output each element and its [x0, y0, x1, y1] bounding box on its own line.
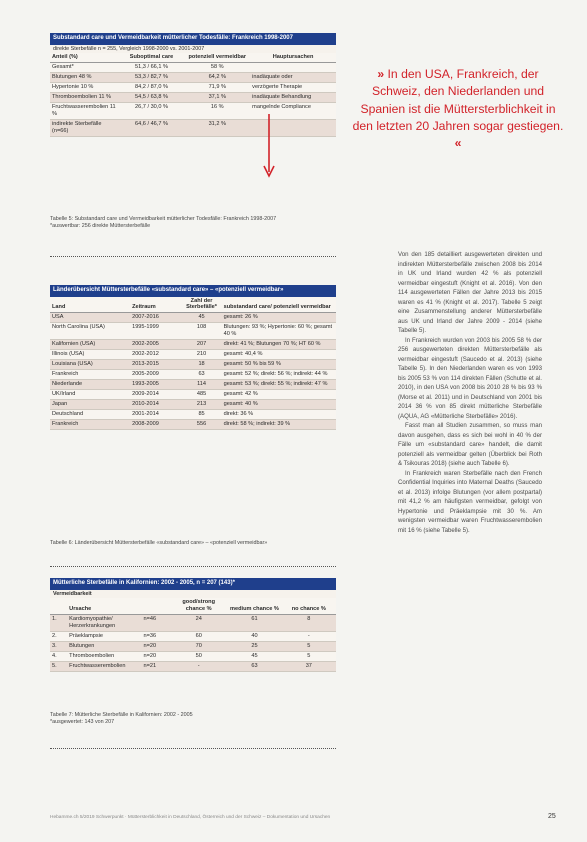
table-7-grid	[50, 598, 336, 672]
paragraph: Von den 185 detailliert ausgewerteten direkten und indirekten Müttersterbefälle zwischen 2008 bis 2014 in UK und Irland wurden 42 % als potenziell vermeidbar eingestuft (Knight et al. 2016). Von den 114 ausgewerteten Fällen der Jahre 2013 bis 2015 waren es 41 % (Knight et al. 2017). Tabelle 5 zeigt eine Zusammenstellung anderer Müttersterbefälle aus UK und Irland der Jahre 2009 - 2014 (siehe Tabelle 5).	[398, 251, 542, 334]
table-cell: Kalifornien (USA)	[50, 340, 130, 350]
table-cell: 556	[182, 420, 222, 430]
table-cell: Frankreich	[50, 420, 130, 430]
table-cell: 108	[182, 323, 222, 340]
table-cell: 63	[227, 662, 281, 672]
table-cell: Frankreich	[50, 370, 130, 380]
table-cell: 207	[182, 340, 222, 350]
table-cell: 31,2 %	[184, 120, 250, 137]
caption-text: Tabelle 7: Mütterliche Sterbefälle in Kalifornien: 2002 - 2005	[50, 712, 193, 718]
table-cell: 210	[182, 350, 222, 360]
table-row	[50, 420, 336, 430]
table-cell: 64,6 / 46,7 %	[119, 120, 185, 137]
table-cell: Deutschland	[50, 410, 130, 420]
table-cell: 2007-2016	[130, 313, 181, 323]
table-cell: North Carolina (USA)	[50, 323, 130, 340]
table-row	[50, 323, 336, 340]
table-5-grid	[50, 53, 336, 137]
table-row	[50, 615, 336, 632]
table-5	[50, 33, 336, 137]
table-row	[50, 662, 336, 672]
table-5-subtitle: direkte Sterbefälle n = 255, Vergleich 1998-2000 vs. 2001-2007	[50, 45, 336, 54]
table-cell: 4.	[50, 652, 67, 662]
table-row	[50, 652, 336, 662]
table-cell: USA	[50, 313, 130, 323]
table-cell: 2.	[50, 632, 67, 642]
table-cell: 114	[182, 380, 222, 390]
table-cell: Blutungen	[67, 642, 141, 652]
table-5-title: Substandard care und Vermeidbarkeit mütterlicher Todesfälle: Frankreich 1998-2007	[50, 33, 336, 45]
table-cell: n=46	[142, 615, 171, 632]
table-cell: gesamt: 53 %; direkt: 55 %; indirekt: 47 %	[222, 380, 336, 390]
table-row	[50, 350, 336, 360]
table-row	[50, 380, 336, 390]
table-cell: 213	[182, 400, 222, 410]
table-row	[50, 642, 336, 652]
table-6-grid	[50, 297, 336, 431]
column-header: medium chance %	[227, 598, 281, 614]
table-cell: 2001-2014	[130, 410, 181, 420]
table-cell: 2002-2012	[130, 350, 181, 360]
column-header	[50, 598, 67, 614]
table-cell: 64,2 %	[184, 73, 250, 83]
table-cell: Thromboembolien 11 %	[50, 93, 119, 103]
table-row	[50, 400, 336, 410]
table-cell: 2005-2009	[130, 370, 181, 380]
table-cell: n=20	[142, 652, 171, 662]
paragraph: Fasst man all Studien zusammen, so muss man davon ausgehen, dass es sich bei wohl in 40 % der Fälle um «substandard care» handelt, die damit potenziell als vermeidbar gelten (Überblick bei Roth & Tsikouras 2018) (siehe auch Tabelle 6).	[398, 422, 542, 467]
table-row	[50, 390, 336, 400]
table-7	[50, 578, 336, 672]
caption-footnote: *ausgewertet: 143 von 207	[50, 719, 115, 726]
table-cell: n=20	[142, 642, 171, 652]
table-cell: Gesamt*	[50, 63, 119, 73]
table-cell: 8	[282, 615, 336, 632]
table-cell: 70	[170, 642, 227, 652]
column-header	[142, 598, 171, 614]
column-header: Land	[50, 297, 130, 313]
column-header: Anteil (%)	[50, 53, 119, 62]
table-cell: 18	[182, 360, 222, 370]
table-cell: 37,1 %	[184, 93, 250, 103]
table-cell: Illinois (USA)	[50, 350, 130, 360]
table-cell: Thromboembolien	[67, 652, 141, 662]
table-cell: Blutungen: 93 %; Hypertonie: 60 %; gesamt 40 %	[222, 323, 336, 340]
paragraph: In Frankreich wurden von 2003 bis 2005 58 % der 256 ausgewerteten direkten Müttersterbefälle als vermeidbar eingestuft (Saucedo et al. 2013) (siehe Tabelle 5). In den Niederlanden waren es von 1993 bis 2005 53 % von 114 direkten Fällen (Schutte et al. 2010), in den USA von 2008 bis 2010 28 % bis 93 % (Morse et al. 2011) und in Deutschland von 2001 bis 2014 36 % von 85 direkt mütterliche Sterbefälle (AQUA, AG «Mütterliche Sterbefälle» 2016).	[398, 336, 542, 420]
table-cell: gesamt: 40 %	[222, 400, 336, 410]
table-7-body	[50, 615, 336, 672]
table-cell: 84,2 / 87,0 %	[119, 83, 185, 93]
table-cell: Präeklampsie	[67, 632, 141, 642]
table-row	[50, 632, 336, 642]
table-cell: Kardiomyopathie/ Herzerkrankungen	[67, 615, 141, 632]
table-6-body	[50, 313, 336, 430]
table-cell: Louisiana (USA)	[50, 360, 130, 370]
table-cell: 2013-2015	[130, 360, 181, 370]
caption-text: Tabelle 6: Länderübersicht Müttersterbefälle «substandard care» – «potenziell vermeidbar»	[50, 540, 268, 546]
table-cell: direkt: 58 %; indirekt: 39 %	[222, 420, 336, 430]
paragraph: In Frankreich waren Sterbefälle nach den French Confidential Inquiries into Maternal Deaths (Saucedo et al. 2013) infolge Blutungen (vor allem postpartal) mit 41,2 % am häufigsten vermeidbar, gefolgt von Hypertonie und Präeklampsie mit 30 %. Am wenigsten vermeidbar waren Fruchtwasserembolien mit 16 % (siehe Tabelle 5).	[398, 469, 542, 534]
column-header: Zeitraum	[130, 297, 181, 313]
table-cell: 45	[182, 313, 222, 323]
table-cell: n=21	[142, 662, 171, 672]
column-header: good/strong chance %	[170, 598, 227, 614]
table-cell: gesamt: 52 %; direkt: 56 %; indirekt: 44 %	[222, 370, 336, 380]
quote-open-mark: »	[377, 67, 385, 81]
table-cell: 60	[170, 632, 227, 642]
table-cell: 61	[227, 615, 281, 632]
table-row	[50, 93, 336, 103]
table-row	[50, 83, 336, 93]
table-cell: 51,3 / 66,1 %	[119, 63, 185, 73]
table-cell: 5.	[50, 662, 67, 672]
table-cell: 2008-2009	[130, 420, 181, 430]
table-row	[50, 313, 336, 323]
table-cell: Niederlande	[50, 380, 130, 390]
table-cell: gesamt: 26 %	[222, 313, 336, 323]
table-cell: 2002-2005	[130, 340, 181, 350]
table-row	[50, 340, 336, 350]
column-header: Ursache	[67, 598, 141, 614]
table-cell: 85	[182, 410, 222, 420]
table-cell: direkt: 41 %; Blutungen 70 %; HT 60 %	[222, 340, 336, 350]
quote-text: In den USA, Frankreich, der Schweiz, den Niederlanden und Spanien ist die Müttersterblichkeit in den letzten 20 Jahren sogar gestiegen.	[352, 67, 564, 133]
table-row	[50, 120, 336, 137]
caption-footnote: *auswertbar: 256 direkte Müttersterbefälle	[50, 223, 151, 230]
table-cell: UK/Irland	[50, 390, 130, 400]
table-cell: 1.	[50, 615, 67, 632]
table-cell: gesamt: 40,4 %	[222, 350, 336, 360]
table-7-section-header: Vermeidbarkeit	[50, 590, 336, 599]
table-cell: 37	[282, 662, 336, 672]
table-cell: 2010-2014	[130, 400, 181, 410]
table-cell: -	[170, 662, 227, 672]
table-cell: mangelnde Compliance	[250, 103, 336, 120]
table-cell: 45	[227, 652, 281, 662]
table-cell: Blutungen 48 %	[50, 73, 119, 83]
table-cell: inadäquate Behandlung	[250, 93, 336, 103]
table-6-caption	[50, 540, 336, 547]
quote-close-mark: «	[454, 136, 462, 151]
table-7-header-row	[50, 598, 336, 614]
table-cell: 50	[170, 652, 227, 662]
table-cell: inadäquate oder	[250, 73, 336, 83]
table-row	[50, 410, 336, 420]
column-header: Zahl der Sterbefälle*	[182, 297, 222, 313]
table-row	[50, 73, 336, 83]
table-cell: 2009-2014	[130, 390, 181, 400]
table-5-caption	[50, 216, 336, 231]
table-cell: 26,7 / 30,0 %	[119, 103, 185, 120]
table-cell: gesamt: 42 %	[222, 390, 336, 400]
page-footer: Hebamme.ch 5/2019 Schwerpunkt · Müttersterblichkeit in Deutschland, Österreich und der Schweiz – Dokumentation und Ursachen	[50, 815, 331, 820]
table-cell: verzögerte Therapie	[250, 83, 336, 93]
divider	[50, 256, 336, 257]
table-cell: -	[282, 632, 336, 642]
table-row	[50, 360, 336, 370]
divider	[50, 566, 336, 567]
column-header: no chance %	[282, 598, 336, 614]
table-cell: Fruchtwasserembolien	[67, 662, 141, 672]
table-row	[50, 103, 336, 120]
table-cell: 63	[182, 370, 222, 380]
table-6-header-row	[50, 297, 336, 313]
table-cell	[250, 63, 336, 73]
table-cell: 1993-2005	[130, 380, 181, 390]
column-header: Suboptimal care	[119, 53, 185, 62]
table-cell: gesamt: 50 % bis 59 %	[222, 360, 336, 370]
arrow-down-icon	[262, 112, 276, 182]
body-text	[398, 250, 542, 535]
table-5-body	[50, 63, 336, 137]
page-number: 25	[548, 813, 556, 820]
table-row	[50, 63, 336, 73]
table-cell: 485	[182, 390, 222, 400]
table-cell: 5	[282, 642, 336, 652]
table-cell: n=36	[142, 632, 171, 642]
table-cell: direkt: 36 %	[222, 410, 336, 420]
table-cell: 71,9 %	[184, 83, 250, 93]
pull-quote	[352, 66, 564, 153]
table-cell: Japan	[50, 400, 130, 410]
table-cell: 58 %	[184, 63, 250, 73]
table-cell: 40	[227, 632, 281, 642]
table-cell: 54,5 / 63,8 %	[119, 93, 185, 103]
table-5-header-row	[50, 53, 336, 62]
table-6	[50, 285, 336, 430]
divider	[50, 748, 336, 749]
column-header: substandard care/ potenziell vermeidbar	[222, 297, 336, 313]
column-header: Hauptursachen	[250, 53, 336, 62]
table-cell: 25	[227, 642, 281, 652]
table-7-caption	[50, 712, 336, 727]
table-cell: 16 %	[184, 103, 250, 120]
table-cell: indirekte Sterbefälle (n=66)	[50, 120, 119, 137]
table-cell: Hypertonie 10 %	[50, 83, 119, 93]
table-cell: 3.	[50, 642, 67, 652]
table-row	[50, 370, 336, 380]
table-cell: 53,3 / 82,7 %	[119, 73, 185, 83]
table-6-title: Länderübersicht Müttersterbefälle «substandard care» – «potenziell vermeidbar»	[50, 285, 336, 297]
table-7-title: Mütterliche Sterbefälle in Kalifornien: 2002 - 2005, n = 207 (143)*	[50, 578, 336, 590]
column-header: potenziell vermeidbar	[184, 53, 250, 62]
table-cell: 24	[170, 615, 227, 632]
table-cell: 5	[282, 652, 336, 662]
caption-text: Tabelle 5: Substandard care und Vermeidbarkeit mütterlicher Todesfälle: Frankreich 1998-2007	[50, 216, 277, 222]
table-cell: 1995-1999	[130, 323, 181, 340]
table-cell: Fruchtwasserembolien 11 %	[50, 103, 119, 120]
